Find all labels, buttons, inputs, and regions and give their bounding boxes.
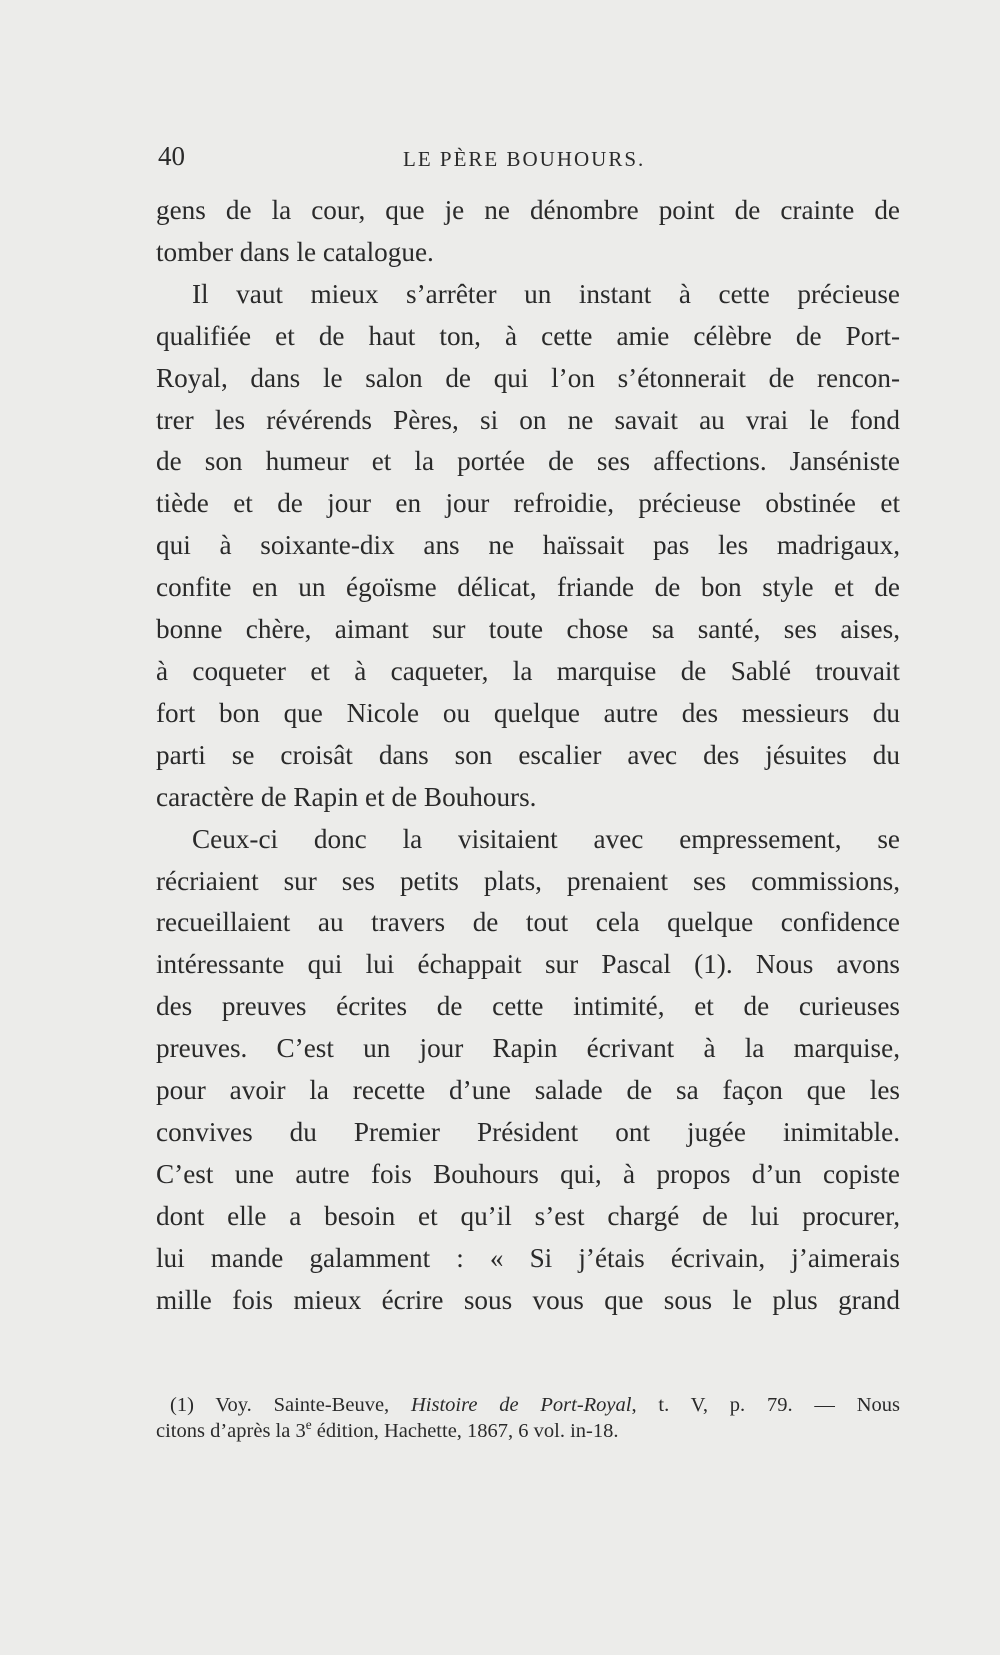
body-text bbox=[156, 190, 900, 1321]
paragraph bbox=[156, 190, 900, 274]
text-line: récriaient sur ses petits plats, prenaient ses commissions, bbox=[156, 865, 900, 896]
text-line: fort bon que Nicole ou quelque autre des messieurs du bbox=[156, 697, 900, 728]
text-line: recueillaient au travers de tout cela quelque confidence bbox=[156, 907, 900, 938]
paragraph bbox=[156, 274, 900, 819]
footnote-superscript: e bbox=[305, 1417, 312, 1433]
text-line: confite en un égoïsme délicat, friande de bon style et de bbox=[156, 572, 900, 603]
page-header bbox=[158, 136, 898, 176]
text-line: convives du Premier Président ont jugée inimitable. bbox=[156, 1116, 900, 1147]
text-line: caractère de Rapin et de Bouhours. bbox=[156, 781, 537, 812]
text-line: intéressante qui lui échappait sur Pascal (1). Nous avons bbox=[156, 949, 900, 980]
text-line: tomber dans le catalogue. bbox=[156, 236, 434, 267]
text-line: bonne chère, aimant sur toute chose sa santé, ses aises, bbox=[156, 614, 900, 645]
text-line: à coqueter et à caqueter, la marquise de Sablé trouvait bbox=[156, 655, 900, 686]
text-line: tiède et de jour en jour refroidie, précieuse obstinée et bbox=[156, 488, 900, 519]
text-line: dont elle a besoin et qu’il s’est chargé de lui procurer, bbox=[156, 1200, 900, 1231]
page-number: 40 bbox=[158, 141, 185, 171]
paragraph bbox=[156, 819, 900, 1322]
text-line: qui à soixante-dix ans ne haïssait pas les madrigaux, bbox=[156, 530, 900, 561]
footnote-line bbox=[156, 1418, 900, 1444]
text-line: des preuves écrites de cette intimité, et de curieuses bbox=[156, 991, 900, 1022]
text-line: Ceux-ci donc la visitaient avec empressement, se bbox=[192, 823, 900, 854]
text-line: lui mande galamment : « Si j’étais écrivain, j’aimerais bbox=[156, 1242, 900, 1273]
footnote-book-title: Histoire de Port-Royal bbox=[410, 1394, 632, 1416]
running-head: LE PÈRE BOUHOURS. bbox=[403, 147, 646, 171]
text-line: gens de la cour, que je ne dénombre point de crainte de bbox=[156, 195, 900, 225]
text-line: de son humeur et la portée de ses affections. Janséniste bbox=[156, 446, 900, 477]
text-line: Royal, dans le salon de qui l’on s’étonnerait de rencon- bbox=[156, 362, 900, 393]
footnote-text: (1) Voy. Sainte-Beuve, bbox=[170, 1394, 411, 1416]
text-line: trer les révérends Pères, si on ne savait au vrai le fond bbox=[156, 404, 900, 435]
footnote bbox=[156, 1392, 900, 1444]
text-line: Il vaut mieux s’arrêter un instant à cette précieuse bbox=[192, 278, 900, 309]
footnote-text: citons d’après la 3 bbox=[156, 1420, 306, 1442]
text-line: preuves. C’est un jour Rapin écrivant à la marquise, bbox=[156, 1033, 900, 1064]
text-line: mille fois mieux écrire sous vous que sous le plus grand bbox=[156, 1284, 900, 1315]
text-line: qualifiée et de haut ton, à cette amie célèbre de Port- bbox=[156, 320, 900, 351]
footnote-text: , t. V, p. 79. — Nous bbox=[631, 1394, 900, 1416]
text-line: pour avoir la recette d’une salade de sa façon que les bbox=[156, 1075, 900, 1106]
text-line: C’est une autre fois Bouhours qui, à propos d’un copiste bbox=[156, 1158, 900, 1189]
text-line: parti se croisât dans son escalier avec des jésuites du bbox=[156, 739, 900, 770]
footnote-line bbox=[156, 1392, 900, 1418]
footnote-text: édition, Hachette, 1867, 6 vol. in-18. bbox=[311, 1420, 619, 1442]
